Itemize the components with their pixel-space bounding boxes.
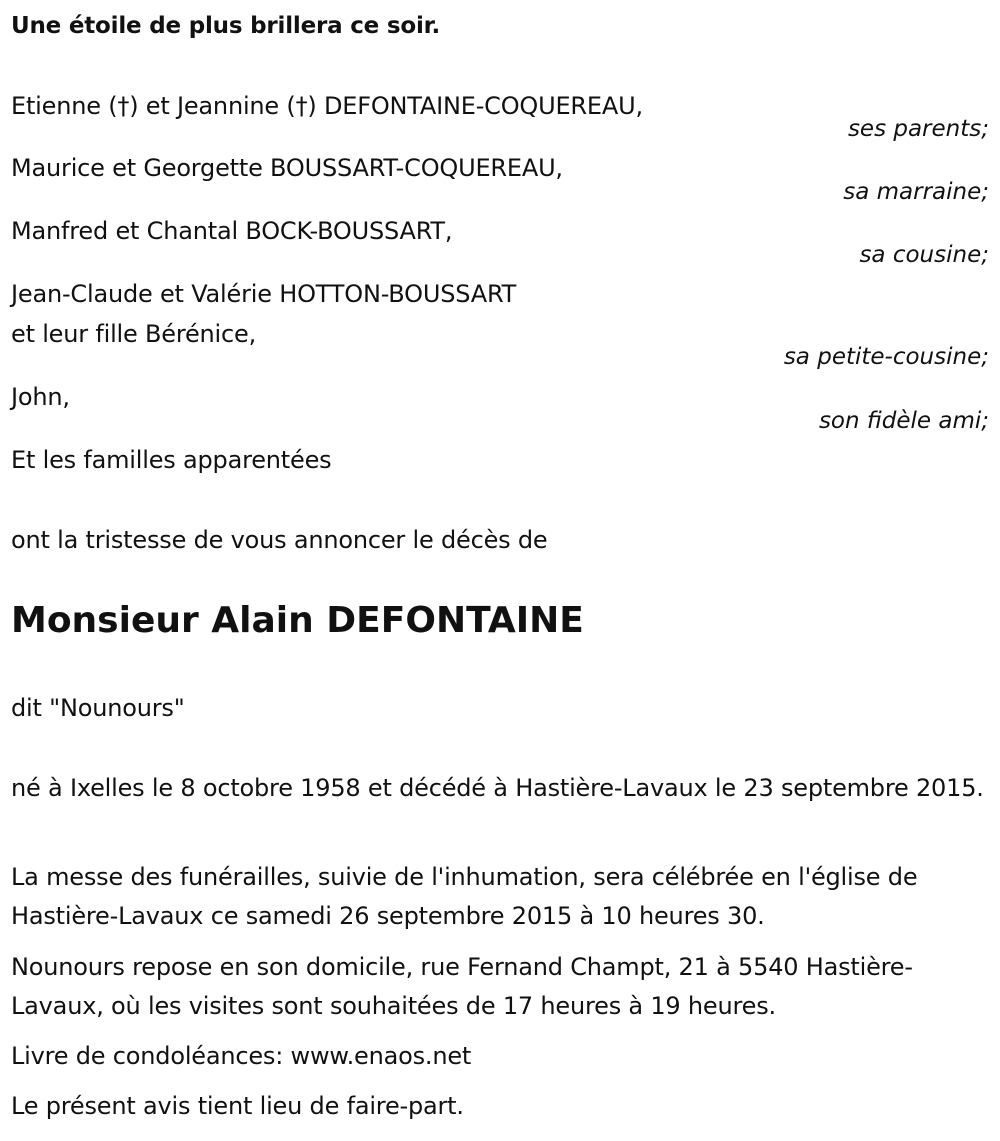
- deceased-name: Monsieur Alain DEFONTAINE: [11, 600, 584, 641]
- family-entry-godmother: Maurice et Georgette BOUSSART-COQUEREAU,: [11, 154, 563, 182]
- nickname: dit "Nounours": [11, 694, 185, 722]
- family-role-cousin: sa cousine;: [859, 242, 989, 268]
- announcement-text: ont la tristesse de vous annoncer le décès de: [11, 526, 548, 554]
- family-role-friend: son fidèle ami;: [818, 408, 989, 434]
- epigraph: Une étoile de plus brillera ce soir.: [11, 13, 441, 39]
- closing-line: Le présent avis tient lieu de faire-part.: [11, 1092, 464, 1120]
- family-entry-relatives: Et les familles apparentées: [11, 446, 332, 474]
- family-entry-second-cousin: Jean-Claude et Valérie HOTTON-BOUSSART: [11, 280, 517, 308]
- family-role-godmother: sa marraine;: [843, 179, 989, 205]
- family-role-parents: ses parents;: [847, 116, 989, 142]
- family-entry-parents: Etienne (†) et Jeannine (†) DEFONTAINE-COQUEREAU,: [11, 92, 643, 120]
- visits-paragraph: Nounours repose en son domicile, rue Fernand Champt, 21 à 5540 Hastière-Lavaux, où les visites sont souhaitées de 17 heures à 19 heures.: [11, 953, 913, 1020]
- condolences-line: Livre de condoléances: www.enaos.net: [11, 1042, 472, 1070]
- family-entry-second-cousin-line2: et leur fille Bérénice,: [11, 320, 256, 348]
- family-role-second-cousin: sa petite-cousine;: [783, 344, 989, 370]
- family-entry-cousin: Manfred et Chantal BOCK-BOUSSART,: [11, 217, 453, 245]
- funeral-paragraph: La messe des funérailles, suivie de l'inhumation, sera célébrée en l'église de Hastière-Lavaux ce samedi 26 septembre 2015 à 10 heures 30.: [11, 863, 918, 930]
- birth-death-paragraph: né à Ixelles le 8 octobre 1958 et décédé à Hastière-Lavaux le 23 septembre 2015.: [11, 774, 984, 802]
- family-entry-friend: John,: [11, 383, 70, 411]
